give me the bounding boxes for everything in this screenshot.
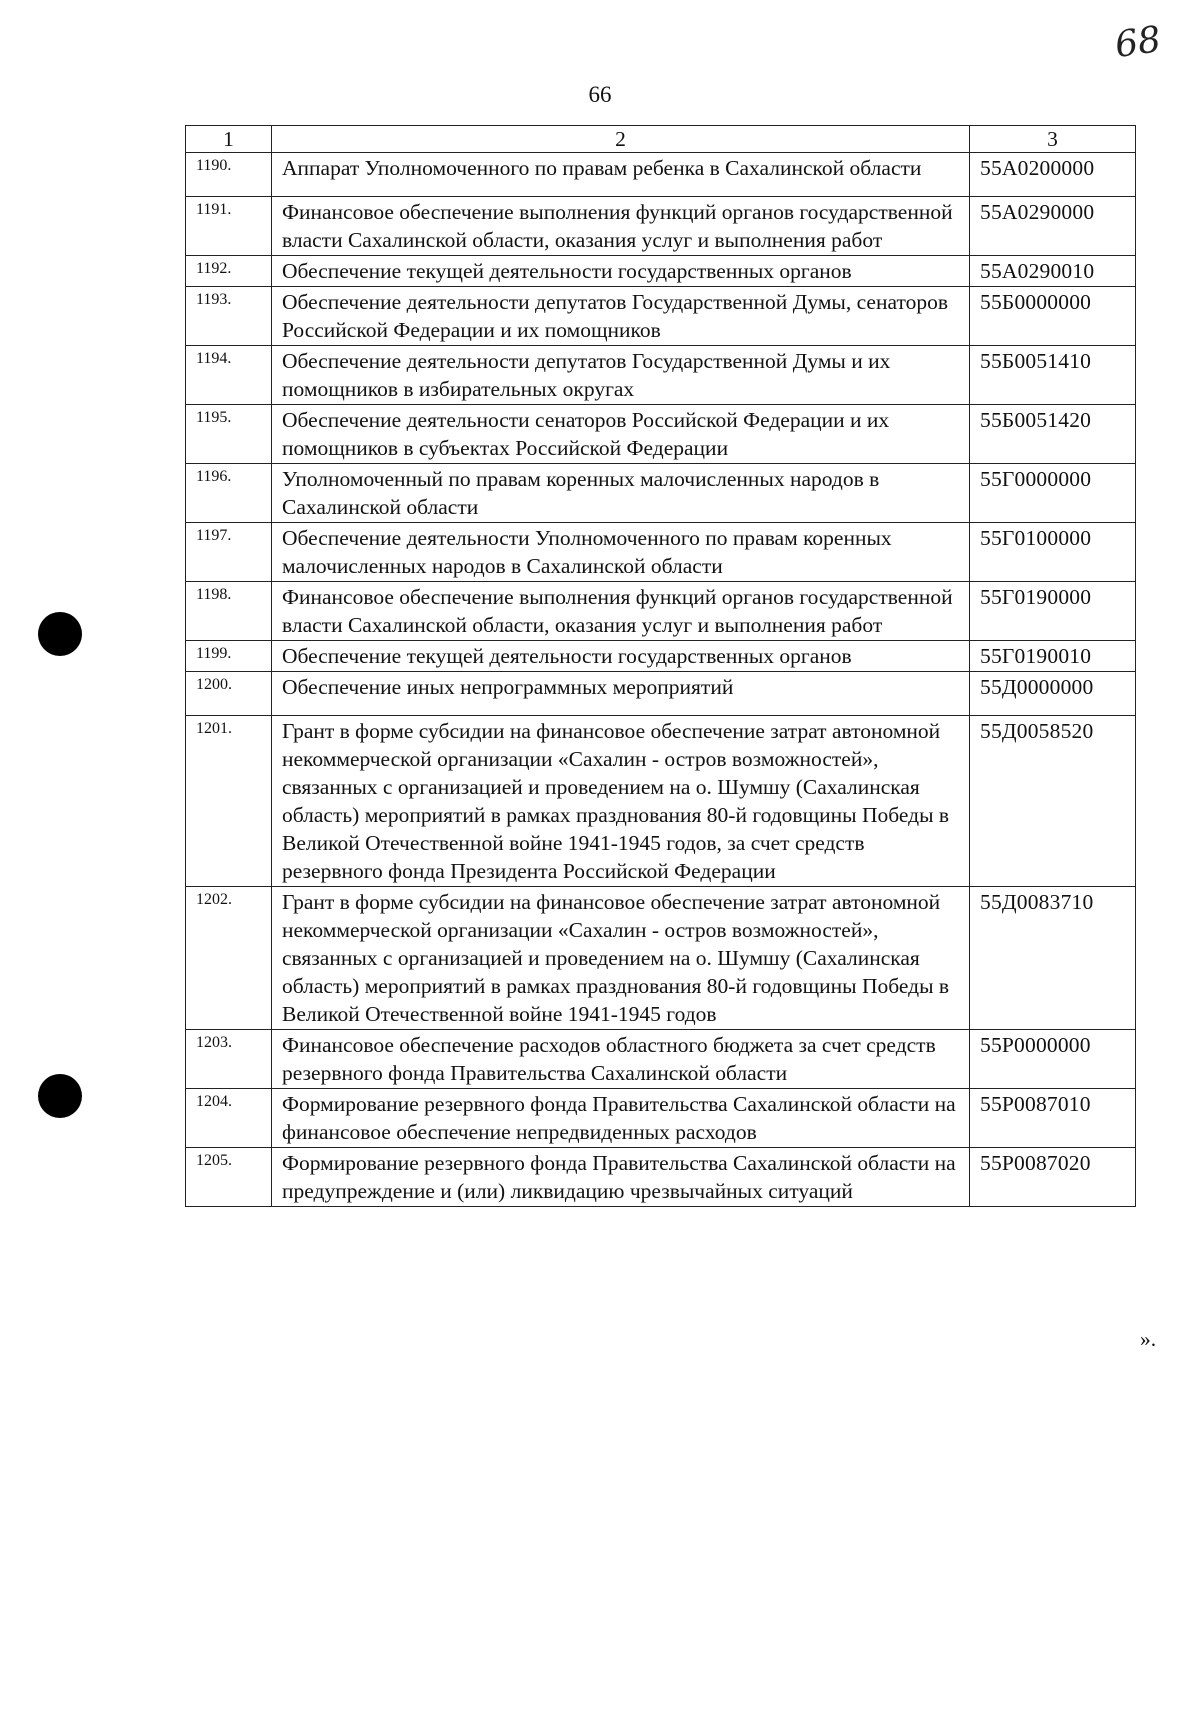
row-code: 55Д0000000 bbox=[970, 672, 1136, 716]
table-row bbox=[186, 1030, 1136, 1089]
table-row bbox=[186, 1089, 1136, 1148]
table-row bbox=[186, 887, 1136, 1030]
row-number: 1195. bbox=[186, 405, 272, 464]
table-header-row bbox=[186, 126, 1136, 153]
table-row bbox=[186, 641, 1136, 672]
row-number: 1201. bbox=[186, 716, 272, 887]
row-code: 55Б0051410 bbox=[970, 346, 1136, 405]
row-description: Обеспечение деятельности Уполномоченного по правам коренных малочисленных народов в Сахалинской области bbox=[272, 523, 970, 582]
row-description: Обеспечение деятельности депутатов Государственной Думы, сенаторов Российской Федерации и их помощников bbox=[272, 287, 970, 346]
table-row bbox=[186, 346, 1136, 405]
row-code: 55Д0083710 bbox=[970, 887, 1136, 1030]
header-col-3: 3 bbox=[970, 126, 1136, 153]
row-number: 1192. bbox=[186, 256, 272, 287]
page-number: 66 bbox=[588, 82, 612, 107]
handwritten-page-mark: 68 bbox=[1112, 19, 1164, 66]
row-code: 55Р0000000 bbox=[970, 1030, 1136, 1089]
row-number: 1193. bbox=[186, 287, 272, 346]
row-number: 1205. bbox=[186, 1148, 272, 1207]
header-col-1: 1 bbox=[186, 126, 272, 153]
table-row bbox=[186, 197, 1136, 256]
row-number: 1203. bbox=[186, 1030, 272, 1089]
budget-classification-table bbox=[185, 125, 1136, 1207]
row-description: Формирование резервного фонда Правительства Сахалинской области на финансовое обеспечение непредвиденных расходов bbox=[272, 1089, 970, 1148]
row-description: Финансовое обеспечение расходов областного бюджета за счет средств резервного фонда Правительства Сахалинской области bbox=[272, 1030, 970, 1089]
table-row bbox=[186, 464, 1136, 523]
row-number: 1197. bbox=[186, 523, 272, 582]
row-description: Обеспечение иных непрограммных мероприятий bbox=[272, 672, 970, 716]
row-description: Обеспечение текущей деятельности государственных органов bbox=[272, 256, 970, 287]
row-code: 55Б0000000 bbox=[970, 287, 1136, 346]
table-row bbox=[186, 256, 1136, 287]
row-code: 55Г0100000 bbox=[970, 523, 1136, 582]
row-code: 55Г0190010 bbox=[970, 641, 1136, 672]
row-number: 1200. bbox=[186, 672, 272, 716]
row-description: Финансовое обеспечение выполнения функций органов государственной власти Сахалинской области, оказания услуг и выполнения работ bbox=[272, 582, 970, 641]
row-number: 1202. bbox=[186, 887, 272, 1030]
row-code: 55Г0000000 bbox=[970, 464, 1136, 523]
row-number: 1196. bbox=[186, 464, 272, 523]
closing-quote-mark: ». bbox=[1140, 1327, 1157, 1351]
row-code: 55Г0190000 bbox=[970, 582, 1136, 641]
table-row bbox=[186, 1148, 1136, 1207]
row-code: 55А0200000 bbox=[970, 153, 1136, 197]
header-col-2: 2 bbox=[272, 126, 970, 153]
table-row bbox=[186, 405, 1136, 464]
table-row bbox=[186, 582, 1136, 641]
row-code: 55Р0087020 bbox=[970, 1148, 1136, 1207]
table-row bbox=[186, 153, 1136, 197]
row-code: 55Д0058520 bbox=[970, 716, 1136, 887]
row-description: Обеспечение текущей деятельности государственных органов bbox=[272, 641, 970, 672]
row-number: 1199. bbox=[186, 641, 272, 672]
table-row bbox=[186, 672, 1136, 716]
table-row bbox=[186, 287, 1136, 346]
row-description: Аппарат Уполномоченного по правам ребенка в Сахалинской области bbox=[272, 153, 970, 197]
row-description: Уполномоченный по правам коренных малочисленных народов в Сахалинской области bbox=[272, 464, 970, 523]
row-code: 55Б0051420 bbox=[970, 405, 1136, 464]
row-number: 1194. bbox=[186, 346, 272, 405]
row-number: 1198. bbox=[186, 582, 272, 641]
row-description: Грант в форме субсидии на финансовое обеспечение затрат автономной некоммерческой организации «Сахалин - остров возможностей», связанных с организацией и проведением на о. Шумшу (Сахалинская область) мероприятий в рамках празднования 80-й годовщины Победы в Великой Отечественной войне 1941-1945 годов bbox=[272, 887, 970, 1030]
table-row bbox=[186, 523, 1136, 582]
row-number: 1191. bbox=[186, 197, 272, 256]
row-description: Грант в форме субсидии на финансовое обеспечение затрат автономной некоммерческой организации «Сахалин - остров возможностей», связанных с организацией и проведением на о. Шумшу (Сахалинская область) мероприятий в рамках празднования 80-й годовщины Победы в Великой Отечественной войне 1941-1945 годов, за счет средств резервного фонда Президента Российской Федерации bbox=[272, 716, 970, 887]
row-number: 1190. bbox=[186, 153, 272, 197]
row-number: 1204. bbox=[186, 1089, 272, 1148]
row-code: 55А0290000 bbox=[970, 197, 1136, 256]
punch-hole-bottom bbox=[38, 1074, 82, 1118]
row-description: Обеспечение деятельности депутатов Государственной Думы и их помощников в избирательных округах bbox=[272, 346, 970, 405]
row-description: Финансовое обеспечение выполнения функций органов государственной власти Сахалинской области, оказания услуг и выполнения работ bbox=[272, 197, 970, 256]
row-description: Формирование резервного фонда Правительства Сахалинской области на предупреждение и (или) ликвидацию чрезвычайных ситуаций bbox=[272, 1148, 970, 1207]
row-description: Обеспечение деятельности сенаторов Российской Федерации и их помощников в субъектах Российской Федерации bbox=[272, 405, 970, 464]
punch-hole-top bbox=[38, 612, 82, 656]
row-code: 55А0290010 bbox=[970, 256, 1136, 287]
row-code: 55Р0087010 bbox=[970, 1089, 1136, 1148]
table-row bbox=[186, 716, 1136, 887]
